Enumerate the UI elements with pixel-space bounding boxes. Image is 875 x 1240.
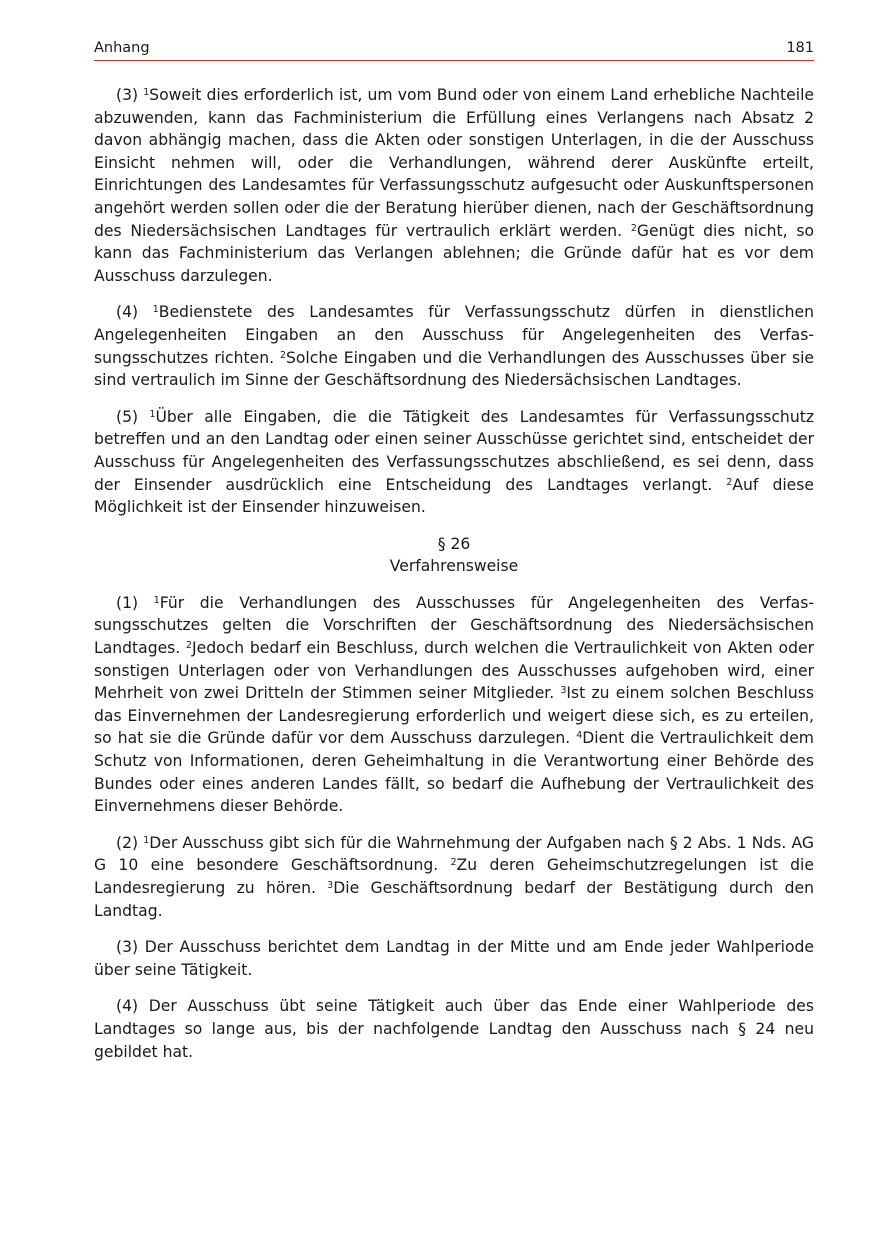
sentence-number: 4 <box>576 730 583 742</box>
section-title: Verfahrensweise <box>389 557 519 576</box>
sentence-number: 2 <box>280 349 286 361</box>
paragraph <box>94 936 814 981</box>
paragraph-text: Zu deren Geheimschutzregelungen ist die Landesregierung zu hören. <box>94 856 814 897</box>
paragraph-text: Soweit dies erforderlich ist, um vom Bund oder von einem Land erhebliche Nachteile abzuwenden, kann das Fachministerium die Erfüllung eines Verlangens nach Absatz 2 davon abhängig machen, dass die Akten oder sonstigen Unterlagen, in die der Ausschuss Einsicht nehmen will, oder die Verhandlungen, während derer Auskünfte erteilt, Einrichtungen des Landesamtes für Verfassungsschutz aufgesucht oder Auskunftspersonen angehört werden sollen oder die der Beratung hierüber dienen, nach der Geschäftsordnung des Niedersächsischen Landtages für vertraulich erklärt werden. <box>94 86 814 240</box>
paragraph <box>94 995 814 1063</box>
paragraph-text: (1) <box>116 593 154 612</box>
paragraph-text: Dient die Vertraulichkeit dem Schutz von Informationen, deren Geheimhaltung in die Verantwortung einer Behörde des Bundes oder eines anderen Landes fällt, so bedarf die Aufhebung der Vertraulichkeit des Einvernehmens dieser Behörde. <box>94 729 814 816</box>
paragraph <box>94 406 814 519</box>
section-number: § 26 <box>437 534 471 553</box>
paragraph <box>94 592 814 818</box>
sentence-number: 1 <box>152 304 159 316</box>
paragraph-text: Die Geschäftsordnung bedarf der Bestätigung durch den Landtag. <box>94 879 814 920</box>
paragraph <box>94 84 814 287</box>
sentence-number: 3 <box>560 685 567 697</box>
paragraph-text: (3) <box>116 86 144 104</box>
section-heading <box>94 533 814 578</box>
paragraph-text: (5) <box>116 407 150 426</box>
paragraph-text: Der Ausschuss gibt sich für die Wahrnehmung der Aufgaben nach § 2 Abs. 1 Nds. AG G 10 eine besondere Geschäftsordnung. <box>94 833 814 875</box>
paragraph-text: (4) Der Ausschuss übt seine Tätigkeit auch über das Ende einer Wahlperiode des Landtages so lange aus, bis der nachfolgende Landtag den Ausschuss nach § 24 neu gebildet hat. <box>94 997 814 1061</box>
paragraph-text: Bedienstete des Landesamtes für Verfassungsschutz dürfen in dienstlichen Angelegenheiten Eingaben an den Ausschuss für Angelegenheiten des Verfassungsschutzes richten. <box>94 303 815 367</box>
paragraph-text: (3) Der Ausschuss berichtet dem Landtag in der Mitte und am Ende jeder Wahlperiode über seine Tätigkeit. <box>94 938 814 979</box>
running-header <box>94 38 814 61</box>
paragraph-text: Für die Verhandlungen des Ausschusses für Angelegenheiten des Verfassungsschutzes gelten die Vorschriften der Geschäftsordnung des Niedersächsischen Landtages. <box>94 593 815 658</box>
paragraph <box>94 832 814 922</box>
page-number: 181 <box>786 40 814 56</box>
sentence-number: 3 <box>327 879 334 891</box>
sentence-number: 1 <box>153 594 160 606</box>
paragraph-text: Ist zu einem solchen Beschluss das Einvernehmen der Landesregierung erforderlich und weigert diese sich, es zu erteilen, so hat sie die Gründe dafür vor dem Ausschuss darzulegen. <box>94 684 814 748</box>
sentence-number: 1 <box>143 834 150 846</box>
paragraph-text: Auf diese Möglichkeit ist der Einsender hinzuweisen. <box>94 475 814 517</box>
sentence-number: 2 <box>630 222 637 234</box>
sentence-number: 2 <box>186 639 193 651</box>
paragraph-text: (4) <box>116 303 153 322</box>
header-section-title: Anhang <box>94 40 150 56</box>
sentence-number: 1 <box>149 408 156 420</box>
paragraph-text: Genügt dies nicht, so kann das Fachministerium das Verlangen ablehnen; die Gründe dafür hat es vor dem Ausschuss darzulegen. <box>94 221 815 285</box>
paragraph-text: Jedoch bedarf ein Beschluss, durch welchen die Vertraulichkeit von Akten oder sonstigen Unterlagen oder von Verhandlungen des Ausschusses aufgehoben wird, einer Mehrheit von zwei Dritteln der Stimmen seiner Mitglieder. <box>94 639 814 703</box>
paragraph-text: Über alle Eingaben, die die Tätigkeit des Landesamtes für Verfassungsschutz betreffen und an den Landtag oder einen seiner Ausschüsse gerichtet sind, entscheidet der Ausschuss für Angelegenheiten des Verfassungsschutzes abschließend, es sei denn, dass der Einsender ausdrücklich eine Entscheidung des Landtages verlangt. <box>94 407 815 494</box>
sentence-number: 2 <box>726 476 733 488</box>
sentence-number: 1 <box>143 86 150 98</box>
document-body <box>94 84 814 1063</box>
paragraph <box>94 301 814 391</box>
paragraph-text: (2) <box>116 833 144 852</box>
paragraph-text: Solche Eingaben und die Verhandlungen des Ausschusses über sie sind vertraulich im Sinne der Geschäftsordnung des Niedersächsischen Landtages. <box>94 348 814 390</box>
sentence-number: 2 <box>450 857 457 869</box>
